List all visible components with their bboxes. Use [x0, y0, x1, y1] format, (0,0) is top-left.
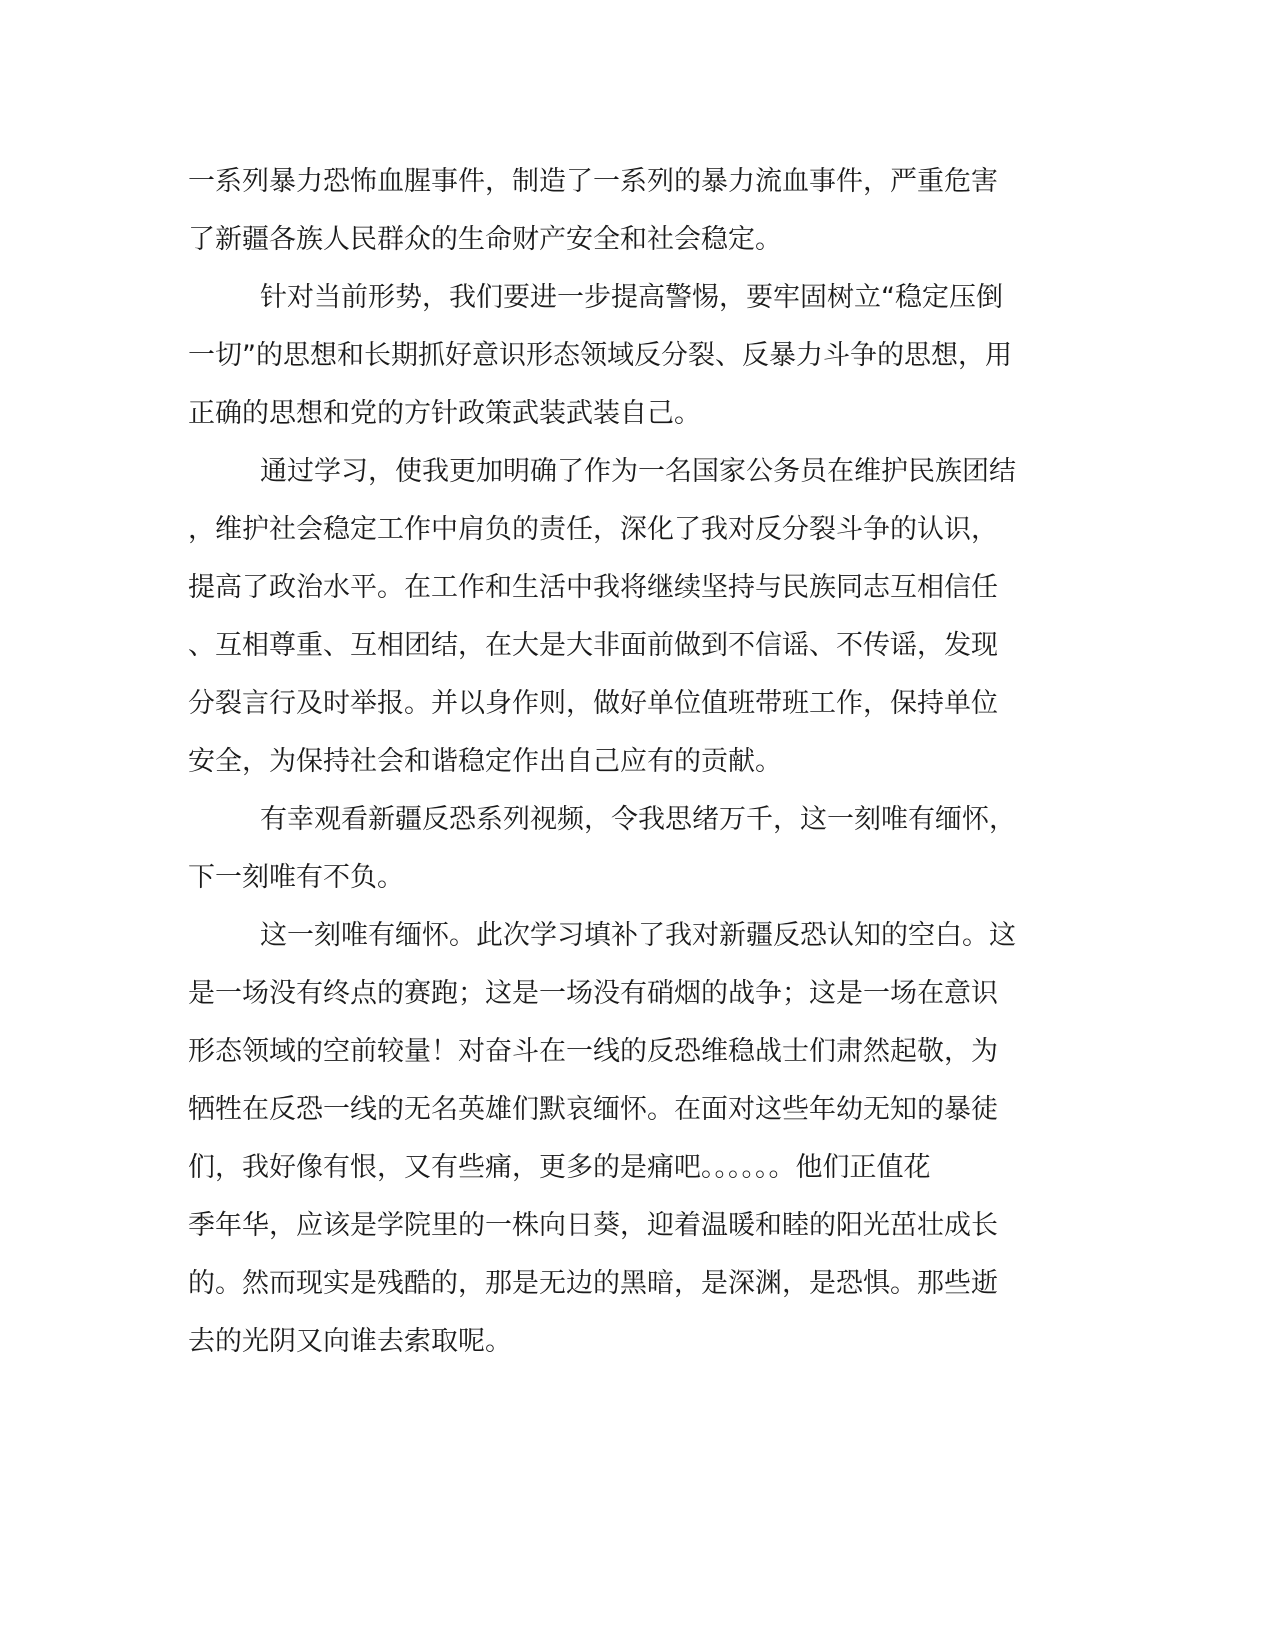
text-line: 季年华，应该是学院里的一株向日葵，迎着温暖和睦的阳光茁壮成长: [188, 1210, 998, 1241]
text-line: 提高了政治水平。在工作和生活中我将继续坚持与民族同志互相信任: [188, 572, 998, 603]
text-line: 正确的思想和党的方针政策武装武装自己。: [188, 398, 701, 429]
text-line: 的。然而现实是残酷的，那是无边的黑暗，是深渊，是恐惧。那些逝: [188, 1268, 998, 1299]
text-line: 了新疆各族人民群众的生命财产安全和社会稳定。: [188, 224, 782, 255]
text-line: 形态领域的空前较量！对奋斗在一线的反恐维稳战士们肃然起敬，为: [188, 1036, 998, 1067]
paragraph-first-line: 这一刻唯有缅怀。此次学习填补了我对新疆反恐认知的空白。这: [260, 920, 1016, 951]
text-line: 安全，为保持社会和谐稳定作出自己应有的贡献。: [188, 746, 782, 777]
text-line: 牺牲在反恐一线的无名英雄们默哀缅怀。在面对这些年幼无知的暴徒: [188, 1094, 998, 1125]
text-line: 、互相尊重、互相团结，在大是大非面前做到不信谣、不传谣，发现: [188, 630, 998, 661]
text-line: 是一场没有终点的赛跑；这是一场没有硝烟的战争；这是一场在意识: [188, 978, 998, 1009]
text-line: 下一刻唯有不负。: [188, 862, 404, 893]
text-line: ，维护社会稳定工作中肩负的责任，深化了我对反分裂斗争的认识，: [188, 514, 998, 545]
paragraph-first-line: 针对当前形势，我们要进一步提高警惕，要牢固树立“稳定压倒: [260, 282, 1003, 313]
text-line: 们，我好像有恨，又有些痛，更多的是痛吧。。。。。。他们正值花: [188, 1152, 931, 1183]
text-line: 去的光阴又向谁去索取呢。: [188, 1326, 512, 1357]
text-line: 分裂言行及时举报。并以身作则，做好单位值班带班工作，保持单位: [188, 688, 998, 719]
text-line: 一系列暴力恐怖血腥事件，制造了一系列的暴力流血事件，严重危害: [188, 166, 998, 197]
paragraph-first-line: 通过学习，使我更加明确了作为一名国家公务员在维护民族团结: [260, 456, 1016, 487]
text-line: 一切”的思想和长期抓好意识形态领域反分裂、反暴力斗争的思想，用: [188, 340, 1012, 371]
paragraph-first-line: 有幸观看新疆反恐系列视频，令我思绪万千，这一刻唯有缅怀，: [260, 804, 1016, 835]
